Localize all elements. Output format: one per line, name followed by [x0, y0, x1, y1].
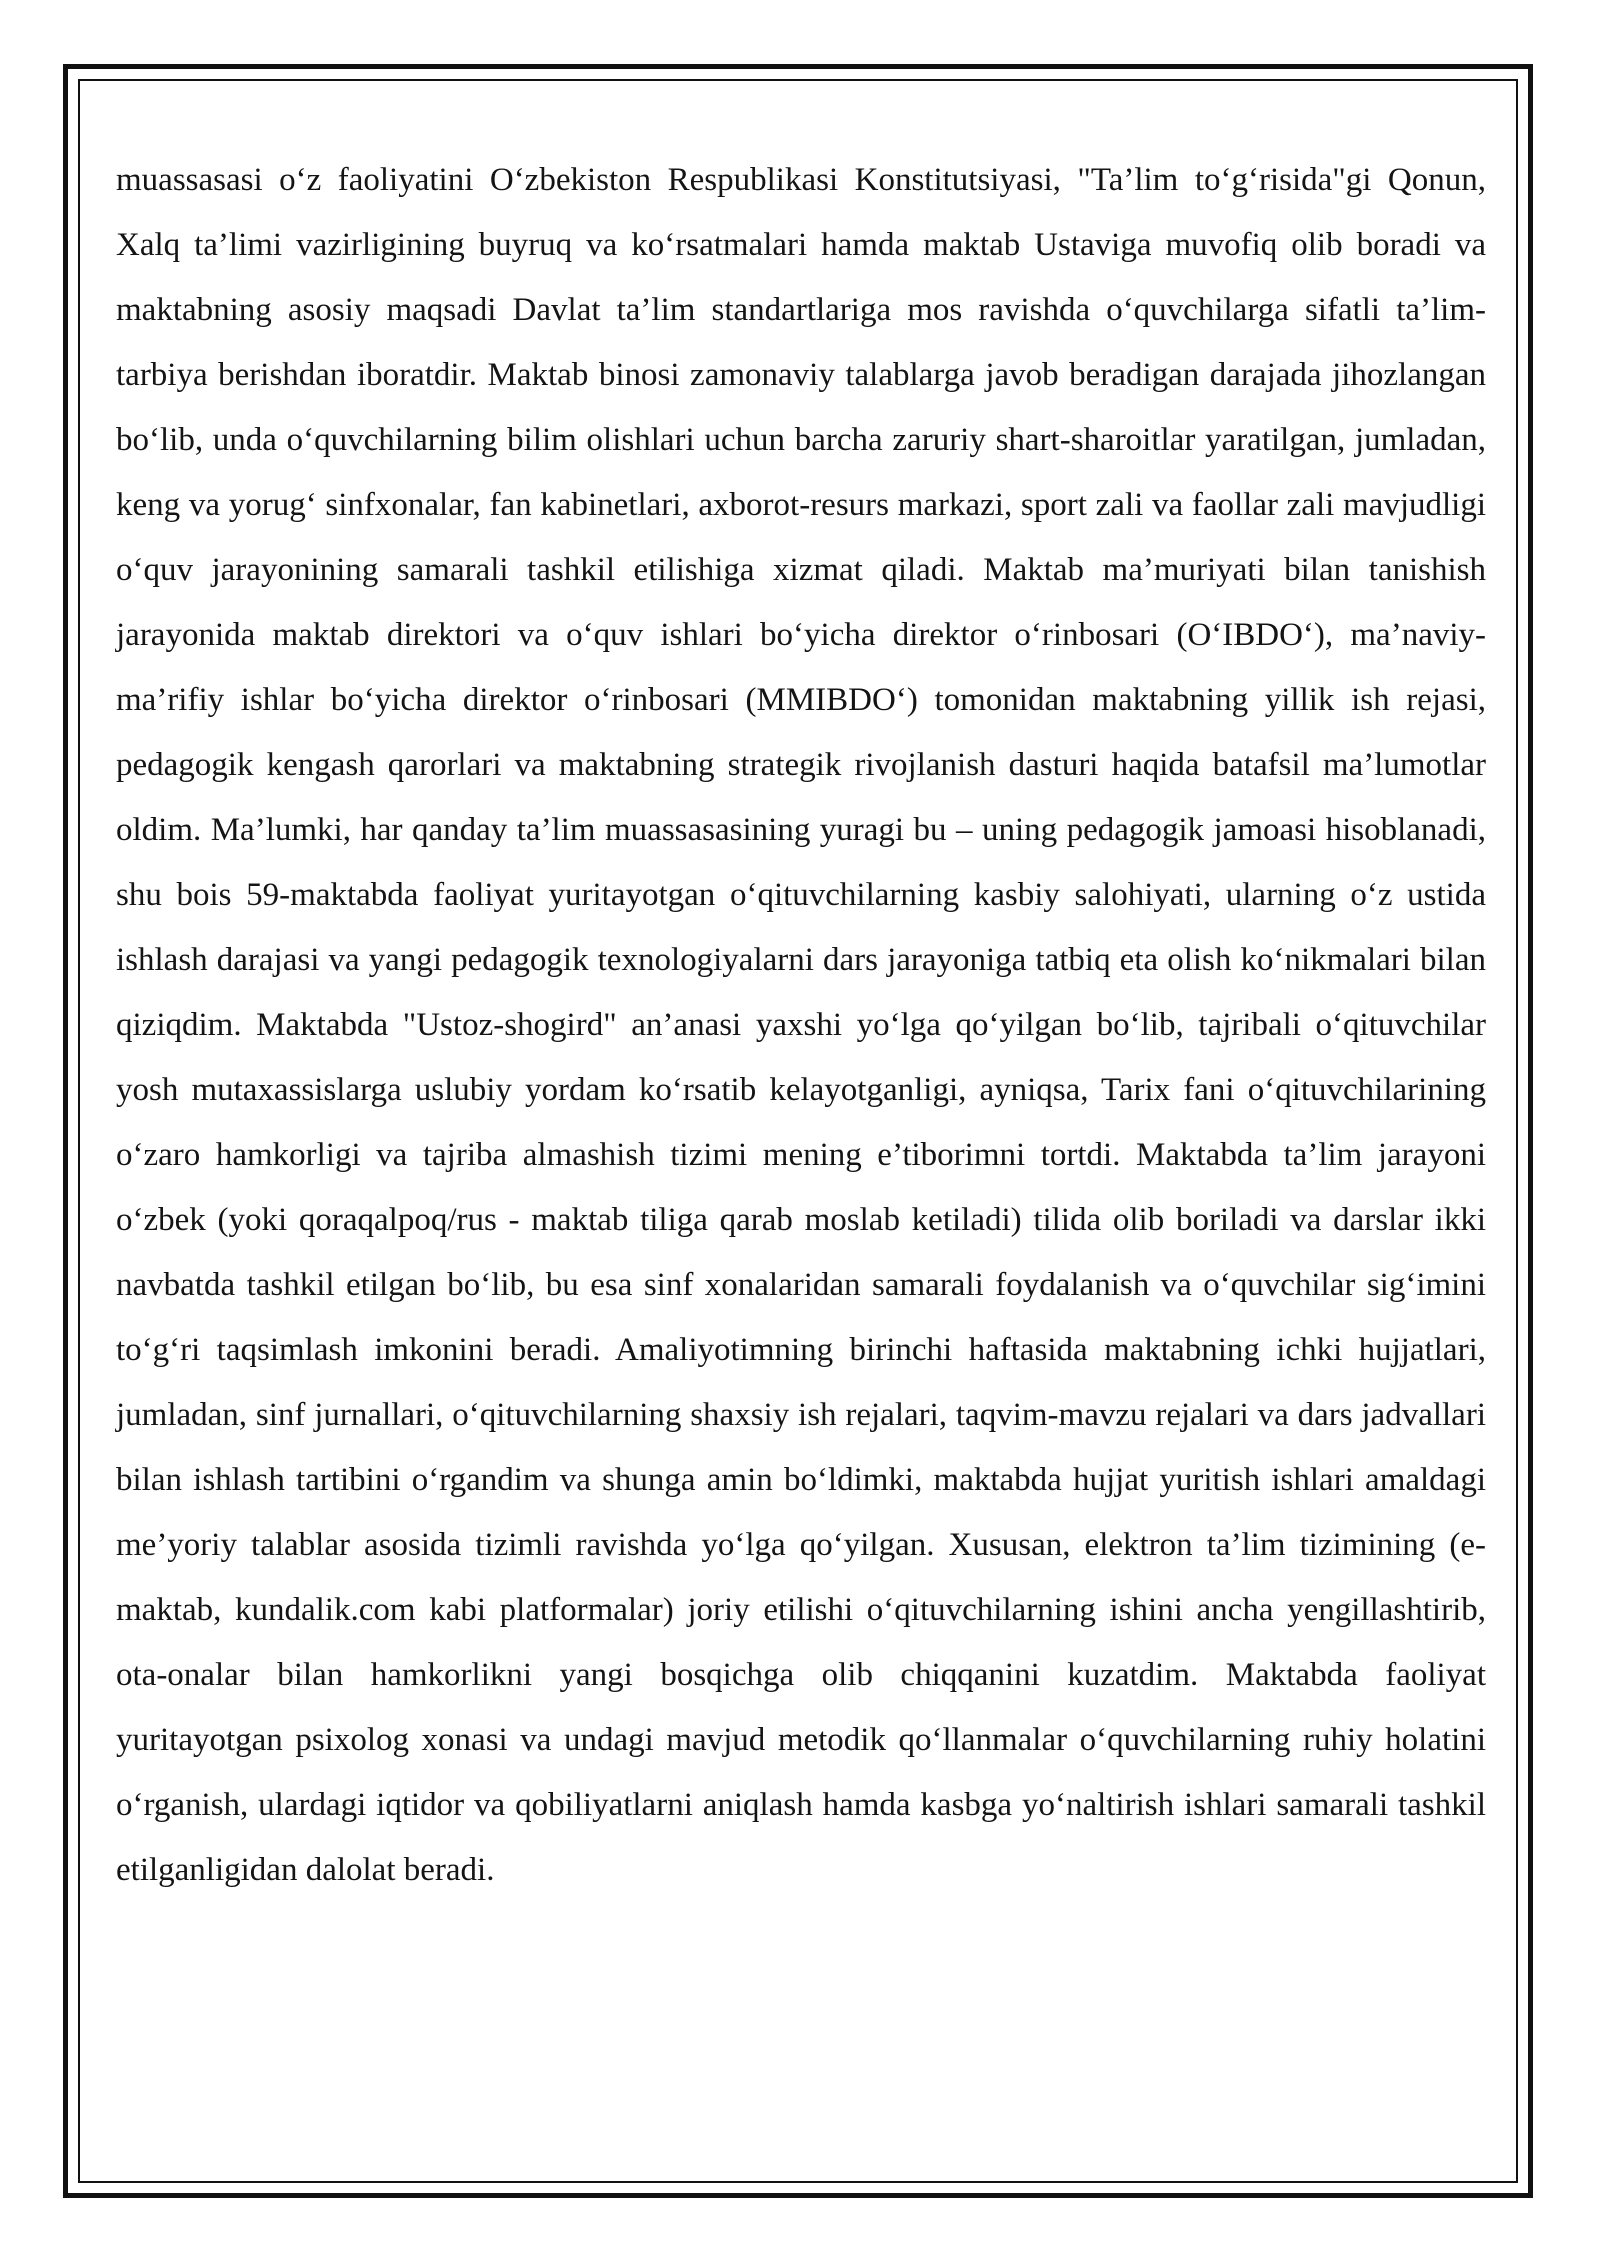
body-paragraph: muassasasi o‘z faoliyatini O‘zbekiston Respublikasi Konstitutsiyasi, "Ta’lim to‘g‘risida"gi Qonun, Xalq ta’limi vazirligining buyruq va ko‘rsatmalari hamda maktab Ustaviga muvofiq olib boradi va maktabning asosiy maqsadi Davlat ta’lim standartlariga mos ravishda o‘quvchilarga sifatli ta’lim-tarbiya berishdan iboratdir. Maktab binosi zamonaviy talablarga javob beradigan darajada jihozlangan bo‘lib, unda o‘quvchilarning bilim olishlari uchun barcha zaruriy shart-sharoitlar yaratilgan, jumladan, keng va yorug‘ sinfxonalar, fan kabinetlari, axborot-resurs markazi, sport zali va faollar zali mavjudligi o‘quv jarayonining samarali tashkil etilishiga xizmat qiladi. Maktab ma’muriyati bilan tanishish jarayonida maktab direktori va o‘quv ishlari bo‘yicha direktor o‘rinbosari (O‘IBDO‘), ma’naviy-ma’rifiy ishlar bo‘yicha direktor o‘rinbosari (MMIBDO‘) tomonidan maktabning yillik ish rejasi, pedagogik kengash qarorlari va maktabning strategik rivojlanish dasturi haqida batafsil ma’lumotlar oldim. Ma’lumki, har qanday ta’lim muassasasining yuragi bu – uning pedagogik jamoasi hisoblanadi, shu bois 59-maktabda faoliyat yuritayotgan o‘qituvchilarning kasbiy salohiyati, ularning o‘z ustida ishlash darajasi va yangi pedagogik texnologiyalarni dars jarayoniga tatbiq eta olish ko‘nikmalari bilan qiziqdim. Maktabda "Ustoz-shogird" an’anasi yaxshi yo‘lga qo‘yilgan bo‘lib, tajribali o‘qituvchilar yosh mutaxassislarga uslubiy yordam ko‘rsatib kelayotganligi, ayniqsa, Tarix fani o‘qituvchilarining o‘zaro hamkorligi va tajriba almashish tizimi mening e’tiborimni tortdi. Maktabda ta’lim jarayoni o‘zbek (yoki qoraqalpoq/rus - maktab tiliga qarab moslab ketiladi) tilida olib boriladi va darslar ikki navbatda tashkil etilgan bo‘lib, bu esa sinf xonalaridan samarali foydalanish va o‘quvchilar sig‘imini to‘g‘ri taqsimlash imkonini beradi. Amaliyotimning birinchi haftasida maktabning ichki hujjatlari, jumladan, sinf jurnallari, o‘qituvchilarning shaxsiy ish rejalari, taqvim-mavzu rejalari va dars jadvallari bilan ishlash tartibini o‘rgandim va shunga amin bo‘ldimki, maktabda hujjat yuritish ishlari amaldagi me’yoriy talablar asosida tizimli ravishda yo‘lga qo‘yilgan. Xususan, elektron ta’lim tizimining (e-maktab, kundalik.com kabi platformalar) joriy etilishi o‘qituvchilarning ishini ancha yengillashtirib, ota-onalar bilan hamkorlikni yangi bosqichga olib chiqqanini kuzatdim. Maktabda faoliyat yuritayotgan psixolog xonasi va undagi mavjud metodik qo‘llanmalar o‘quvchilarning ruhiy holatini o‘rganish, ulardagi iqtidor va qobiliyatlarni aniqlash hamda kasbga yo‘naltirish ishlari samarali tashkil etilganligidan dalolat beradi.	[116, 162, 1486, 1888]
